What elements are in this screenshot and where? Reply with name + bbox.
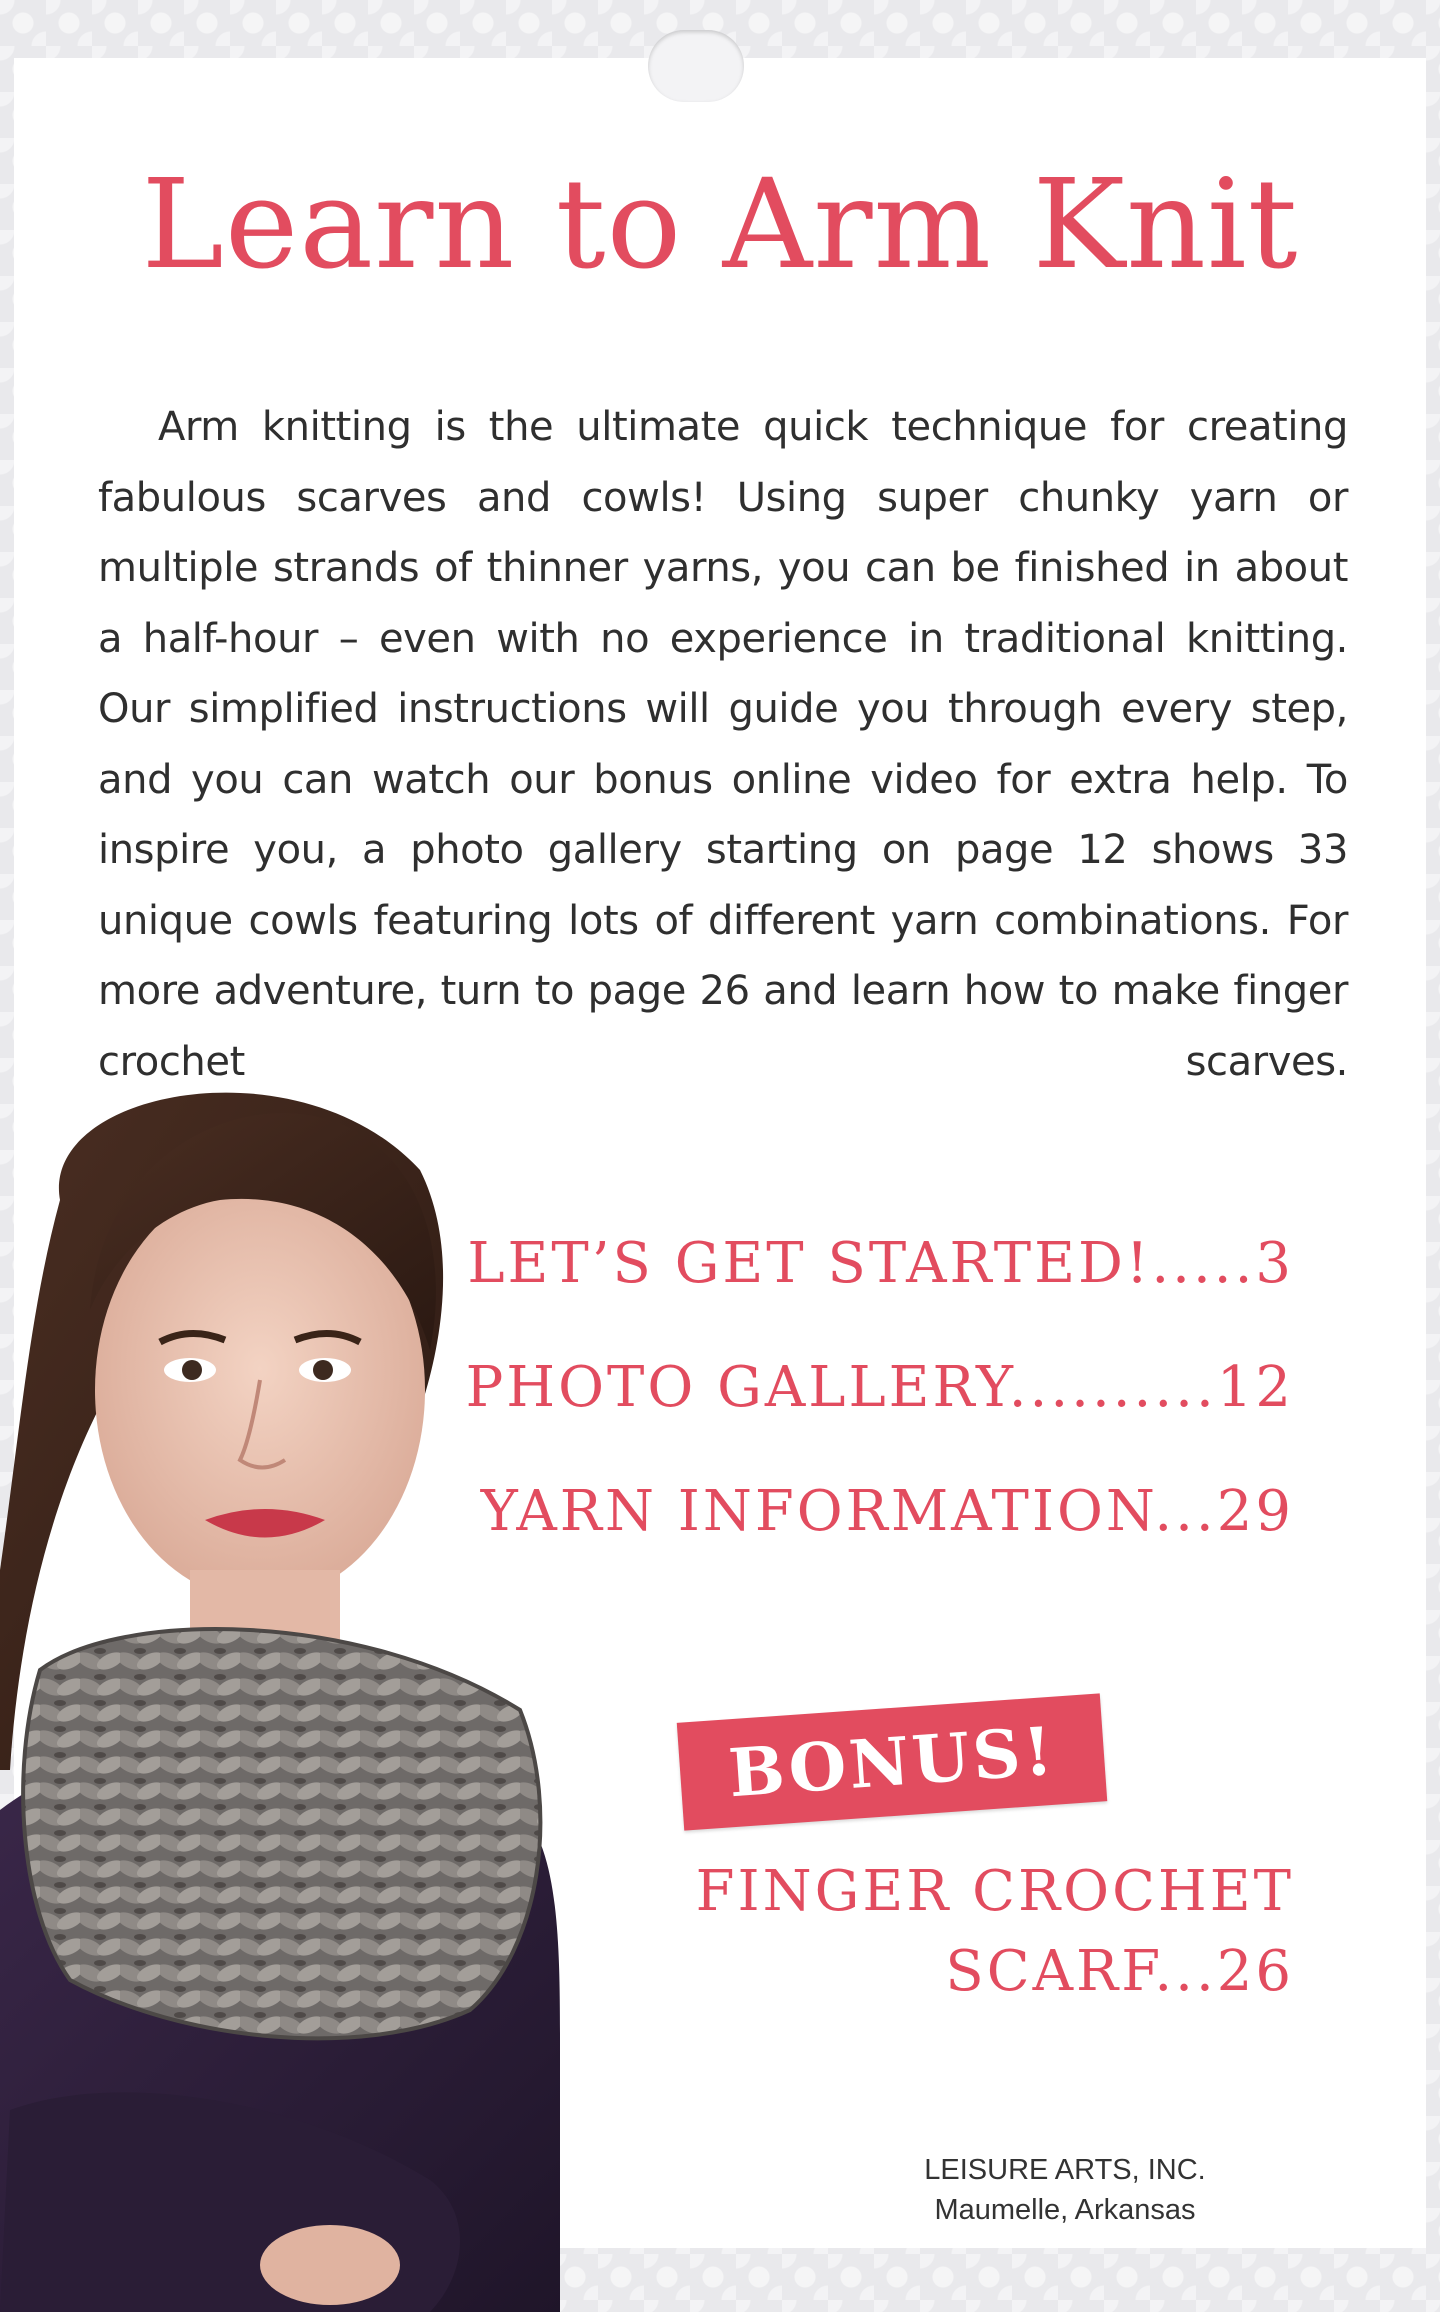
publisher-location: Maumelle, Arkansas <box>934 2194 1196 2226</box>
bonus-item <box>696 1852 1294 2012</box>
publisher-name: LEISURE ARTS, INC. <box>924 2154 1206 2186</box>
bonus-item-line-1: FINGER CROCHET <box>695 1859 1294 1924</box>
bonus-badge-label: BONUS! <box>726 1711 1058 1813</box>
table-of-contents <box>466 1232 1294 1604</box>
toc-item-photo-gallery: PHOTO GALLERY..........12 <box>465 1355 1294 1420</box>
hang-hole-icon <box>648 30 744 102</box>
page-title: Learn to Arm Knit <box>141 153 1299 297</box>
toc-item-yarn-information: YARN INFORMATION...29 <box>480 1479 1294 1544</box>
toc-item-getting-started: LET’S GET STARTED!.....3 <box>467 1231 1294 1296</box>
intro-paragraph: Arm knitting is the ultimate quick technique for creating fabulous scarves and cowls! Using super chunky yarn or multiple strands of thinner yarns, you can be finished in about a half-hour – even with no experience in traditional knitting. Our simplified instructions will guide you through every step, and you can watch our bonus online video for extra help. To inspire you, a photo gallery starting on page 12 shows 33 unique cowls featuring lots of different yarn combinations. For more adventure, turn to page 26 and learn how to make finger crochet scarves. <box>98 404 1348 1085</box>
bonus-item-line-2: SCARF...26 <box>945 1939 1294 2004</box>
publisher-info <box>840 2150 1290 2230</box>
